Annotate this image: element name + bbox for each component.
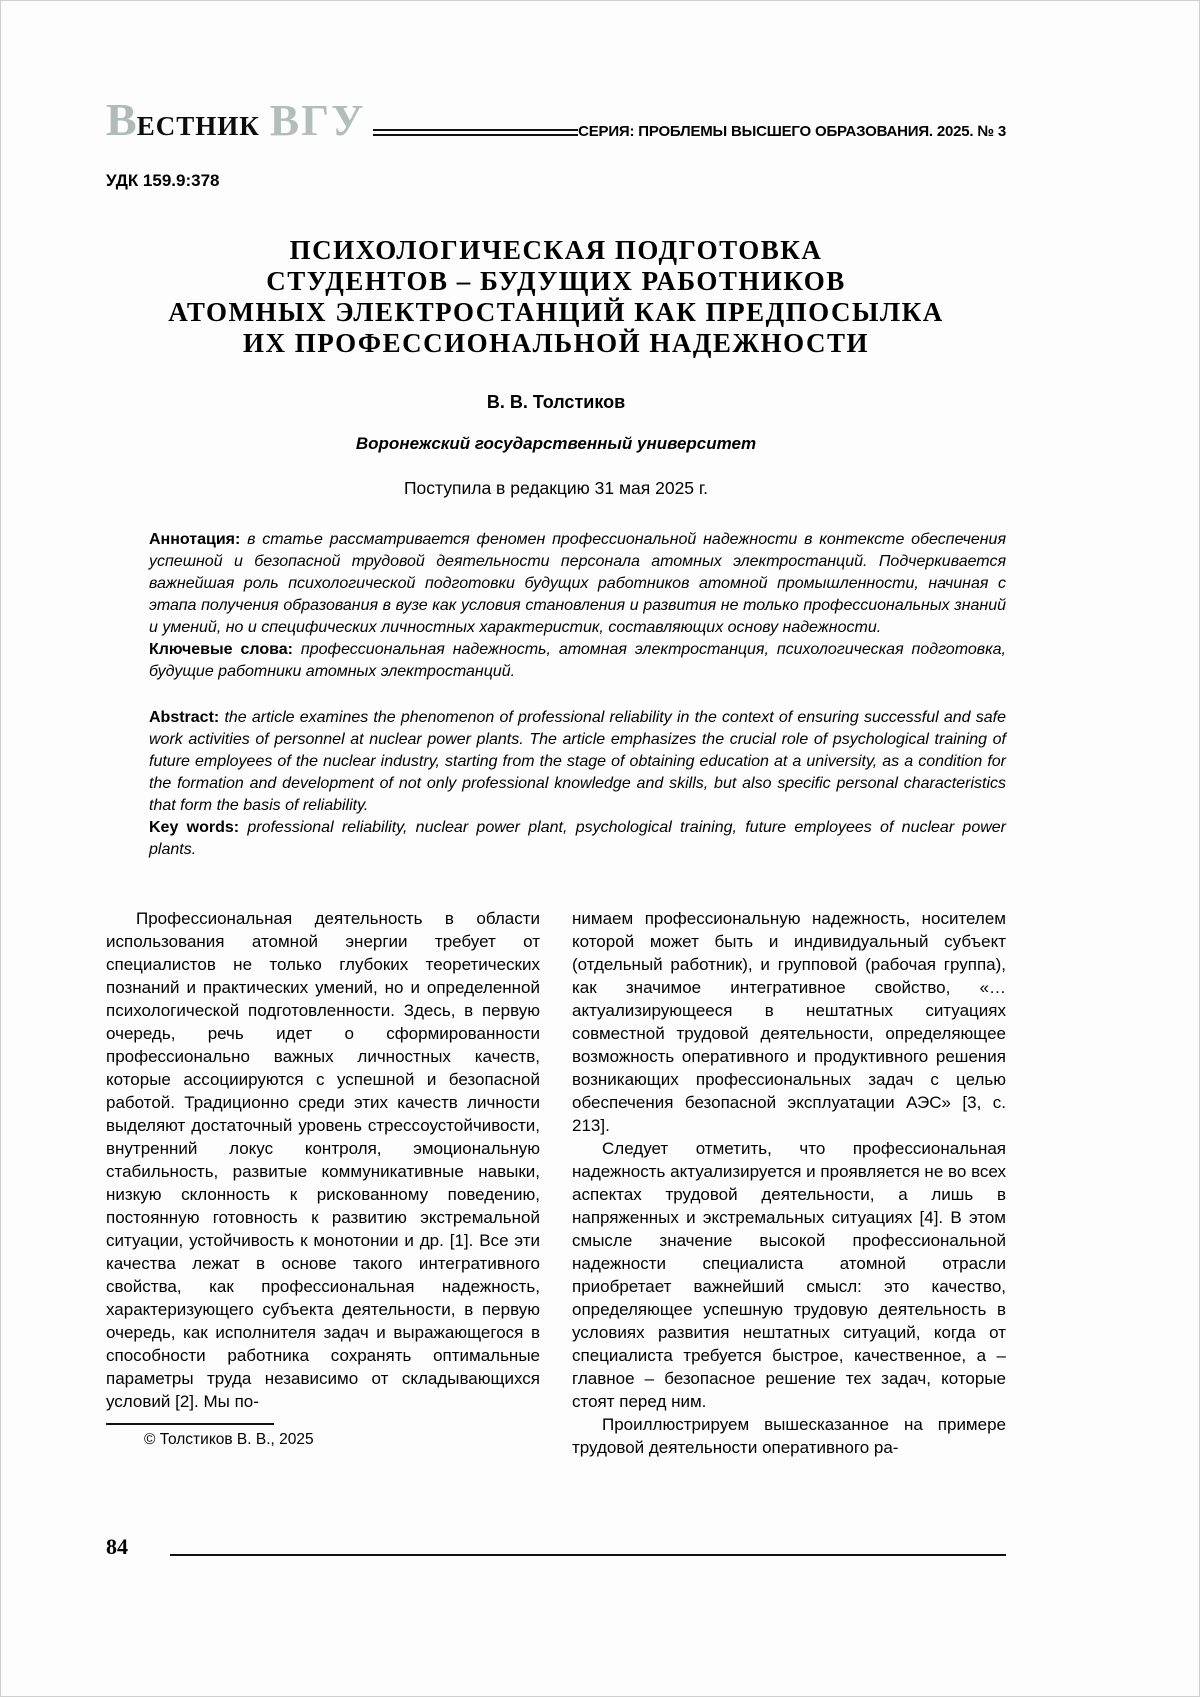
author-name: В. В. Толстиков	[486, 392, 626, 412]
logo-name: ЕСТНИК	[136, 111, 260, 141]
article-title-line: ИХ ПРОФЕССИОНАЛЬНОЙ НАДЕЖНОСТИ	[243, 328, 869, 358]
footer-rule	[170, 1554, 1006, 1556]
copyright-footnote	[106, 1423, 540, 1449]
annotation-label: Аннотация:	[149, 531, 241, 548]
page-footer	[106, 1536, 1006, 1558]
body-paragraph: Следует отметить, что профессиональная надежность актуализируется и проявляется не во всех аспектах трудовой деятельности, а лишь в напряженных и экстремальных ситуациях [4]. В этом смысле значение высокой профессиональной надежности специалиста атомной отрасли приобретает важнейший смысл: это качество, определяющее успешную трудовую деятельность в условиях развития нештатных ситуаций, когда от специалиста требуется быстрое, качественное, а – главное – безопасное решение тех задач, которые стоят перед ним.	[572, 1139, 1006, 1411]
keywords-en-text: professional reliability, nuclear power plant, psychological training, future employees of nuclear power plants.	[149, 819, 1006, 858]
header-double-rule	[373, 129, 578, 136]
journal-header	[106, 94, 1006, 145]
keywords-label: Ключевые слова:	[149, 641, 293, 658]
article-title-line: АТОМНЫХ ЭЛЕКТРОСТАНЦИЙ КАК ПРЕДПОСЫЛКА	[168, 297, 944, 327]
article-title-line: СТУДЕНТОВ – БУДУЩИХ РАБОТНИКОВ	[266, 266, 846, 296]
article-title-line: ПСИХОЛОГИЧЕСКАЯ ПОДГОТОВКА	[289, 235, 823, 265]
abstract-gap	[149, 683, 1006, 707]
page-content	[106, 94, 1007, 1459]
abstract-label: Abstract:	[149, 709, 220, 726]
right-column	[572, 907, 1006, 1459]
article-title	[106, 235, 1006, 359]
annotation-ru	[149, 529, 1006, 639]
body-paragraph: нимаем профессиональную надежность, носителем которой может быть и индивидуальный субъект (отдельный работник), и групповой (рабочая группа), как значимое интегративное свойство, «…актуализирующееся в нештатных ситуациях совместной трудовой деятельности, определяющее возможность оперативного и продуктивного решения возникающих профессиональных задач с целью обеспечения безопасной эксплуатации АЭС» [3, с. 213].	[572, 909, 1006, 1135]
body-columns	[106, 907, 1006, 1459]
affiliation: Воронежский государственный университет	[355, 434, 757, 453]
logo-initial: В	[106, 94, 137, 145]
keywords-en	[149, 817, 1006, 861]
copyright-text: © Толстиков В. В., 2025	[144, 1431, 314, 1448]
udc-code: УДК 159.9:378	[106, 171, 220, 190]
logo-abbr: ВГУ	[269, 96, 366, 145]
left-column	[106, 907, 540, 1459]
abstract-en	[149, 707, 1006, 817]
series-title: СЕРИЯ: ПРОБЛЕМЫ ВЫСШЕГО ОБРАЗОВАНИЯ. 2025. № 3	[578, 123, 1006, 140]
journal-logo	[106, 94, 366, 145]
annotation-text: в статье рассматривается феномен профессиональной надежности в контексте обеспечения успешной и безопасной трудовой деятельности персонала атомных электростанций. Подчеркивается важнейшая роль психологической подготовки будущих работников атомной промышленности, начиная с этапа получения образования в вузе как условия становления и развития не только профессиональных знаний и умений, но и специфических личностных характеристик, составляющих основу надежности.	[149, 531, 1006, 636]
keywords-en-label: Key words:	[149, 819, 240, 836]
footnote-rule	[106, 1423, 274, 1425]
keywords-ru	[149, 639, 1006, 683]
abstract-text: the article examines the phenomenon of professional reliability in the context of ensuring successful and safe work activities of personnel at nuclear power plants. The article emphasizes the crucial role of psychological training of future employees of the nuclear industry, starting from the stage of obtaining education at a university, as a condition for the formation and development of not only professional knowledge and skills, but also specific personal characteristics that form the basis of reliability.	[149, 709, 1006, 814]
keywords-text: профессиональная надежность, атомная электростанция, психологическая подготовка, будущие работники атомных электростанций.	[149, 641, 1007, 680]
received-date: Поступила в редакцию 31 мая 2025 г.	[403, 478, 709, 498]
body-paragraph: Профессиональная деятельность в области использования атомной энергии требует от специалистов не только глубоких теоретических познаний и практических умений, но и определенной психологической подготовленности. Здесь, в первую очередь, речь идет о сформированности профессионально важных личностных качеств, которые ассоциируются с успешной и безопасной работой. Традиционно среди этих качеств личности выделяют достаточный уровень стрессоустойчивости, внутренний локус контроля, эмоциональную стабильность, развитые коммуникативные навыки, низкую склонность к рискованному поведению, постоянную готовность к развитию экстремальной ситуации, устойчивость к монотонии и др. [1]. Все эти качества лежат в основе такого интегративного свойства, как профессиональная надежность, характеризующего субъекта деятельности, в первую очередь, как исполнителя задач и выражающегося в способности работника сохранять оптимальные параметры труда независимо от складывающихся условий [2]. Мы по-	[106, 909, 540, 1411]
page-number: 84	[106, 1534, 128, 1559]
body-paragraph: Проиллюстрируем вышесказанное на примере трудовой деятельности оперативного ра-	[572, 1415, 1006, 1457]
annotation-block	[149, 529, 1006, 861]
